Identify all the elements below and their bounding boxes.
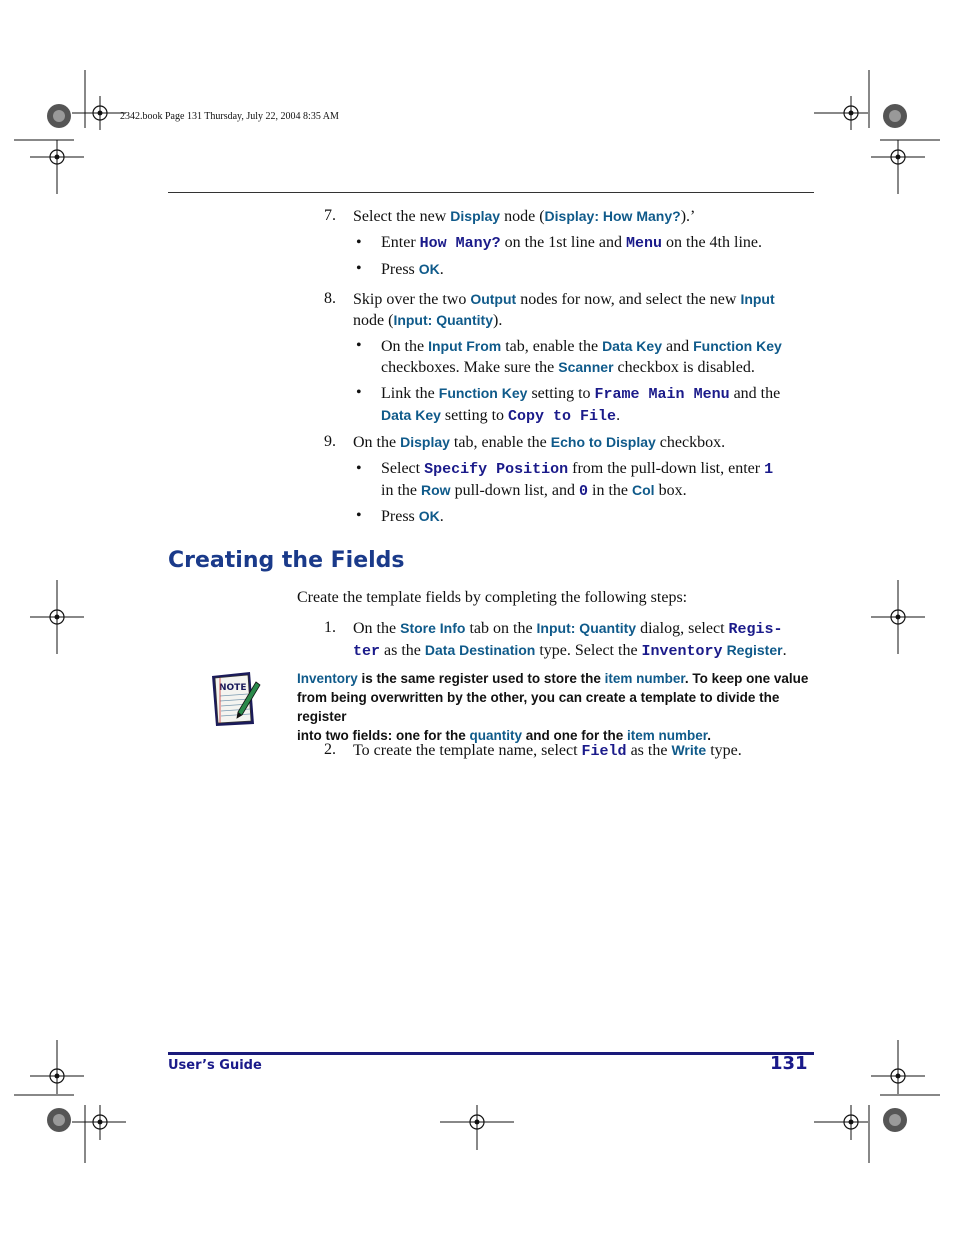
footer-rule	[168, 1052, 814, 1055]
bullet: •	[356, 507, 362, 524]
step-7-bullet-2: Press OK.	[381, 261, 444, 278]
step-number: 8.	[324, 290, 336, 307]
section-heading: Creating the Fields	[168, 548, 405, 573]
step-8-bullet-1: On the Input From tab, enable the Data Key and Function Key checkboxes. Make sure the Scanner checkbox is disabled.	[381, 338, 782, 376]
step-number: 9.	[324, 433, 336, 450]
step-9-bullet-1: Select Specify Position from the pull-down list, enter 1 in the Row pull-down list, and 0 in the Col box.	[381, 460, 774, 500]
field-step-1: On the Store Info tab on the Input: Quantity dialog, select Regis- ter as the Data Destination type. Select the Inventory Register.	[353, 620, 787, 660]
step-7: Select the new Display node (Display: How Many?).’	[353, 208, 696, 225]
svg-text:NOTE: NOTE	[219, 683, 247, 693]
bullet: •	[356, 234, 362, 251]
note-text: Inventory is the same register used to store the item number. To keep one value from being overwritten by the other, you can create a template to divide the register into two fields: one for the quantity and one for the item number.	[297, 671, 809, 743]
step-number: 7.	[324, 207, 336, 224]
step-9-bullet-2: Press OK.	[381, 508, 444, 525]
bullet: •	[356, 337, 362, 354]
field-step-2: To create the template name, select Field as the Write type.	[353, 742, 742, 760]
step-number: 1.	[324, 619, 336, 636]
bullet: •	[356, 260, 362, 277]
bullet: •	[356, 460, 362, 477]
page-number: 131	[770, 1053, 808, 1074]
step-number: 2.	[324, 741, 336, 758]
step-7-bullet-1: Enter How Many? on the 1st line and Menu on the 4th line.	[381, 234, 762, 252]
step-8-bullet-2: Link the Function Key setting to Frame Main Menu and the Data Key setting to Copy to File.	[381, 385, 781, 425]
crop-metadata: 2342.book Page 131 Thursday, July 22, 2004 8:35 AM	[120, 111, 339, 122]
section-intro: Create the template fields by completing the following steps:	[297, 589, 688, 606]
step-8: Skip over the two Output nodes for now, and select the new Input node (Input: Quantity).	[353, 291, 775, 329]
note-icon	[206, 670, 262, 728]
footer-title: User’s Guide	[168, 1058, 262, 1073]
step-9: On the Display tab, enable the Echo to Display checkbox.	[353, 434, 726, 451]
bullet: •	[356, 384, 362, 401]
header-rule	[168, 192, 814, 193]
